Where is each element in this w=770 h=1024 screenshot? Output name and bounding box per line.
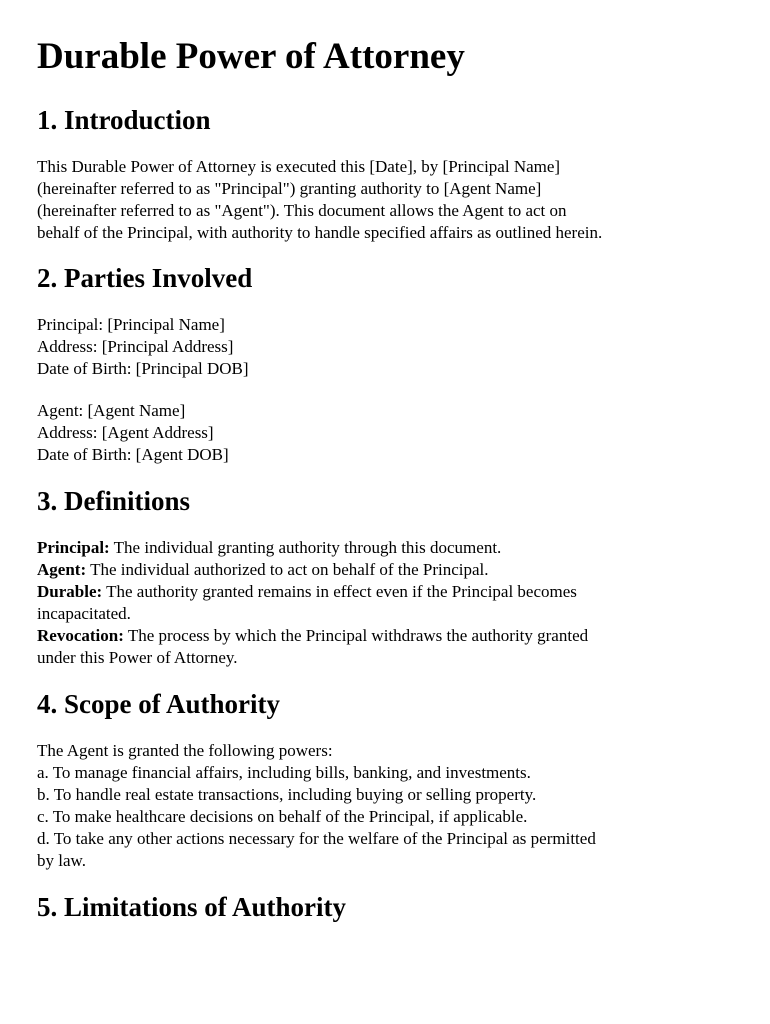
section-parties — [37, 261, 733, 466]
scope-item: c. To make healthcare decisions on behalf of the Principal, if applicable. — [37, 807, 528, 826]
principal-details — [37, 314, 733, 380]
scope-list — [37, 740, 733, 872]
introduction-paragraph — [37, 156, 733, 244]
scope-item-continued: by law. — [37, 851, 86, 870]
section-heading-definitions: 3. Definitions — [37, 486, 191, 516]
section-heading-scope: 4. Scope of Authority — [37, 689, 280, 719]
agent-details — [37, 400, 733, 466]
scope-item: d. To take any other actions necessary for the welfare of the Principal as permitted — [37, 829, 596, 848]
introduction-line: This Durable Power of Attorney is executed this [Date], by [Principal Name] — [37, 157, 561, 176]
principal-dob: Date of Birth: [Principal DOB] — [37, 359, 249, 378]
definition-term: Agent: — [37, 560, 87, 579]
definition-item — [37, 581, 733, 603]
definition-text: The individual granting authority through this document. — [113, 538, 502, 557]
agent-address: Address: [Agent Address] — [37, 423, 214, 442]
definition-text-continued: under this Power of Attorney. — [37, 648, 238, 667]
section-scope — [37, 687, 733, 872]
definition-term: Revocation: — [37, 626, 124, 645]
definition-term: Durable: — [37, 582, 103, 601]
scope-intro: The Agent is granted the following powers: — [37, 741, 333, 760]
definition-text: The process by which the Principal withdraws the authority granted — [127, 626, 589, 645]
agent-name: Agent: [Agent Name] — [37, 401, 186, 420]
introduction-line: (hereinafter referred to as "Agent"). This document allows the Agent to act on — [37, 201, 567, 220]
scope-item: a. To manage financial affairs, including bills, banking, and investments. — [37, 763, 531, 782]
section-heading-introduction: 1. Introduction — [37, 105, 211, 135]
document-title: Durable Power of Attorney — [37, 36, 465, 77]
principal-name: Principal: [Principal Name] — [37, 315, 225, 334]
introduction-line: (hereinafter referred to as "Principal") granting authority to [Agent Name] — [37, 179, 542, 198]
section-heading-limitations: 5. Limitations of Authority — [37, 892, 347, 922]
section-heading-parties: 2. Parties Involved — [37, 263, 253, 293]
definitions-list — [37, 537, 733, 669]
definition-term: Principal: — [37, 538, 110, 557]
section-limitations — [37, 890, 733, 924]
definition-text-continued: incapacitated. — [37, 604, 131, 623]
section-definitions — [37, 484, 733, 669]
introduction-line: behalf of the Principal, with authority to handle specified affairs as outlined herein. — [37, 223, 603, 242]
definition-item — [37, 537, 733, 559]
section-introduction — [37, 103, 733, 244]
agent-dob: Date of Birth: [Agent DOB] — [37, 445, 229, 464]
definition-item — [37, 625, 733, 647]
definition-item — [37, 559, 733, 581]
scope-item: b. To handle real estate transactions, including buying or selling property. — [37, 785, 537, 804]
definition-text: The authority granted remains in effect even if the Principal becomes — [106, 582, 577, 601]
principal-address: Address: [Principal Address] — [37, 337, 234, 356]
definition-text: The individual authorized to act on behalf of the Principal. — [90, 560, 489, 579]
